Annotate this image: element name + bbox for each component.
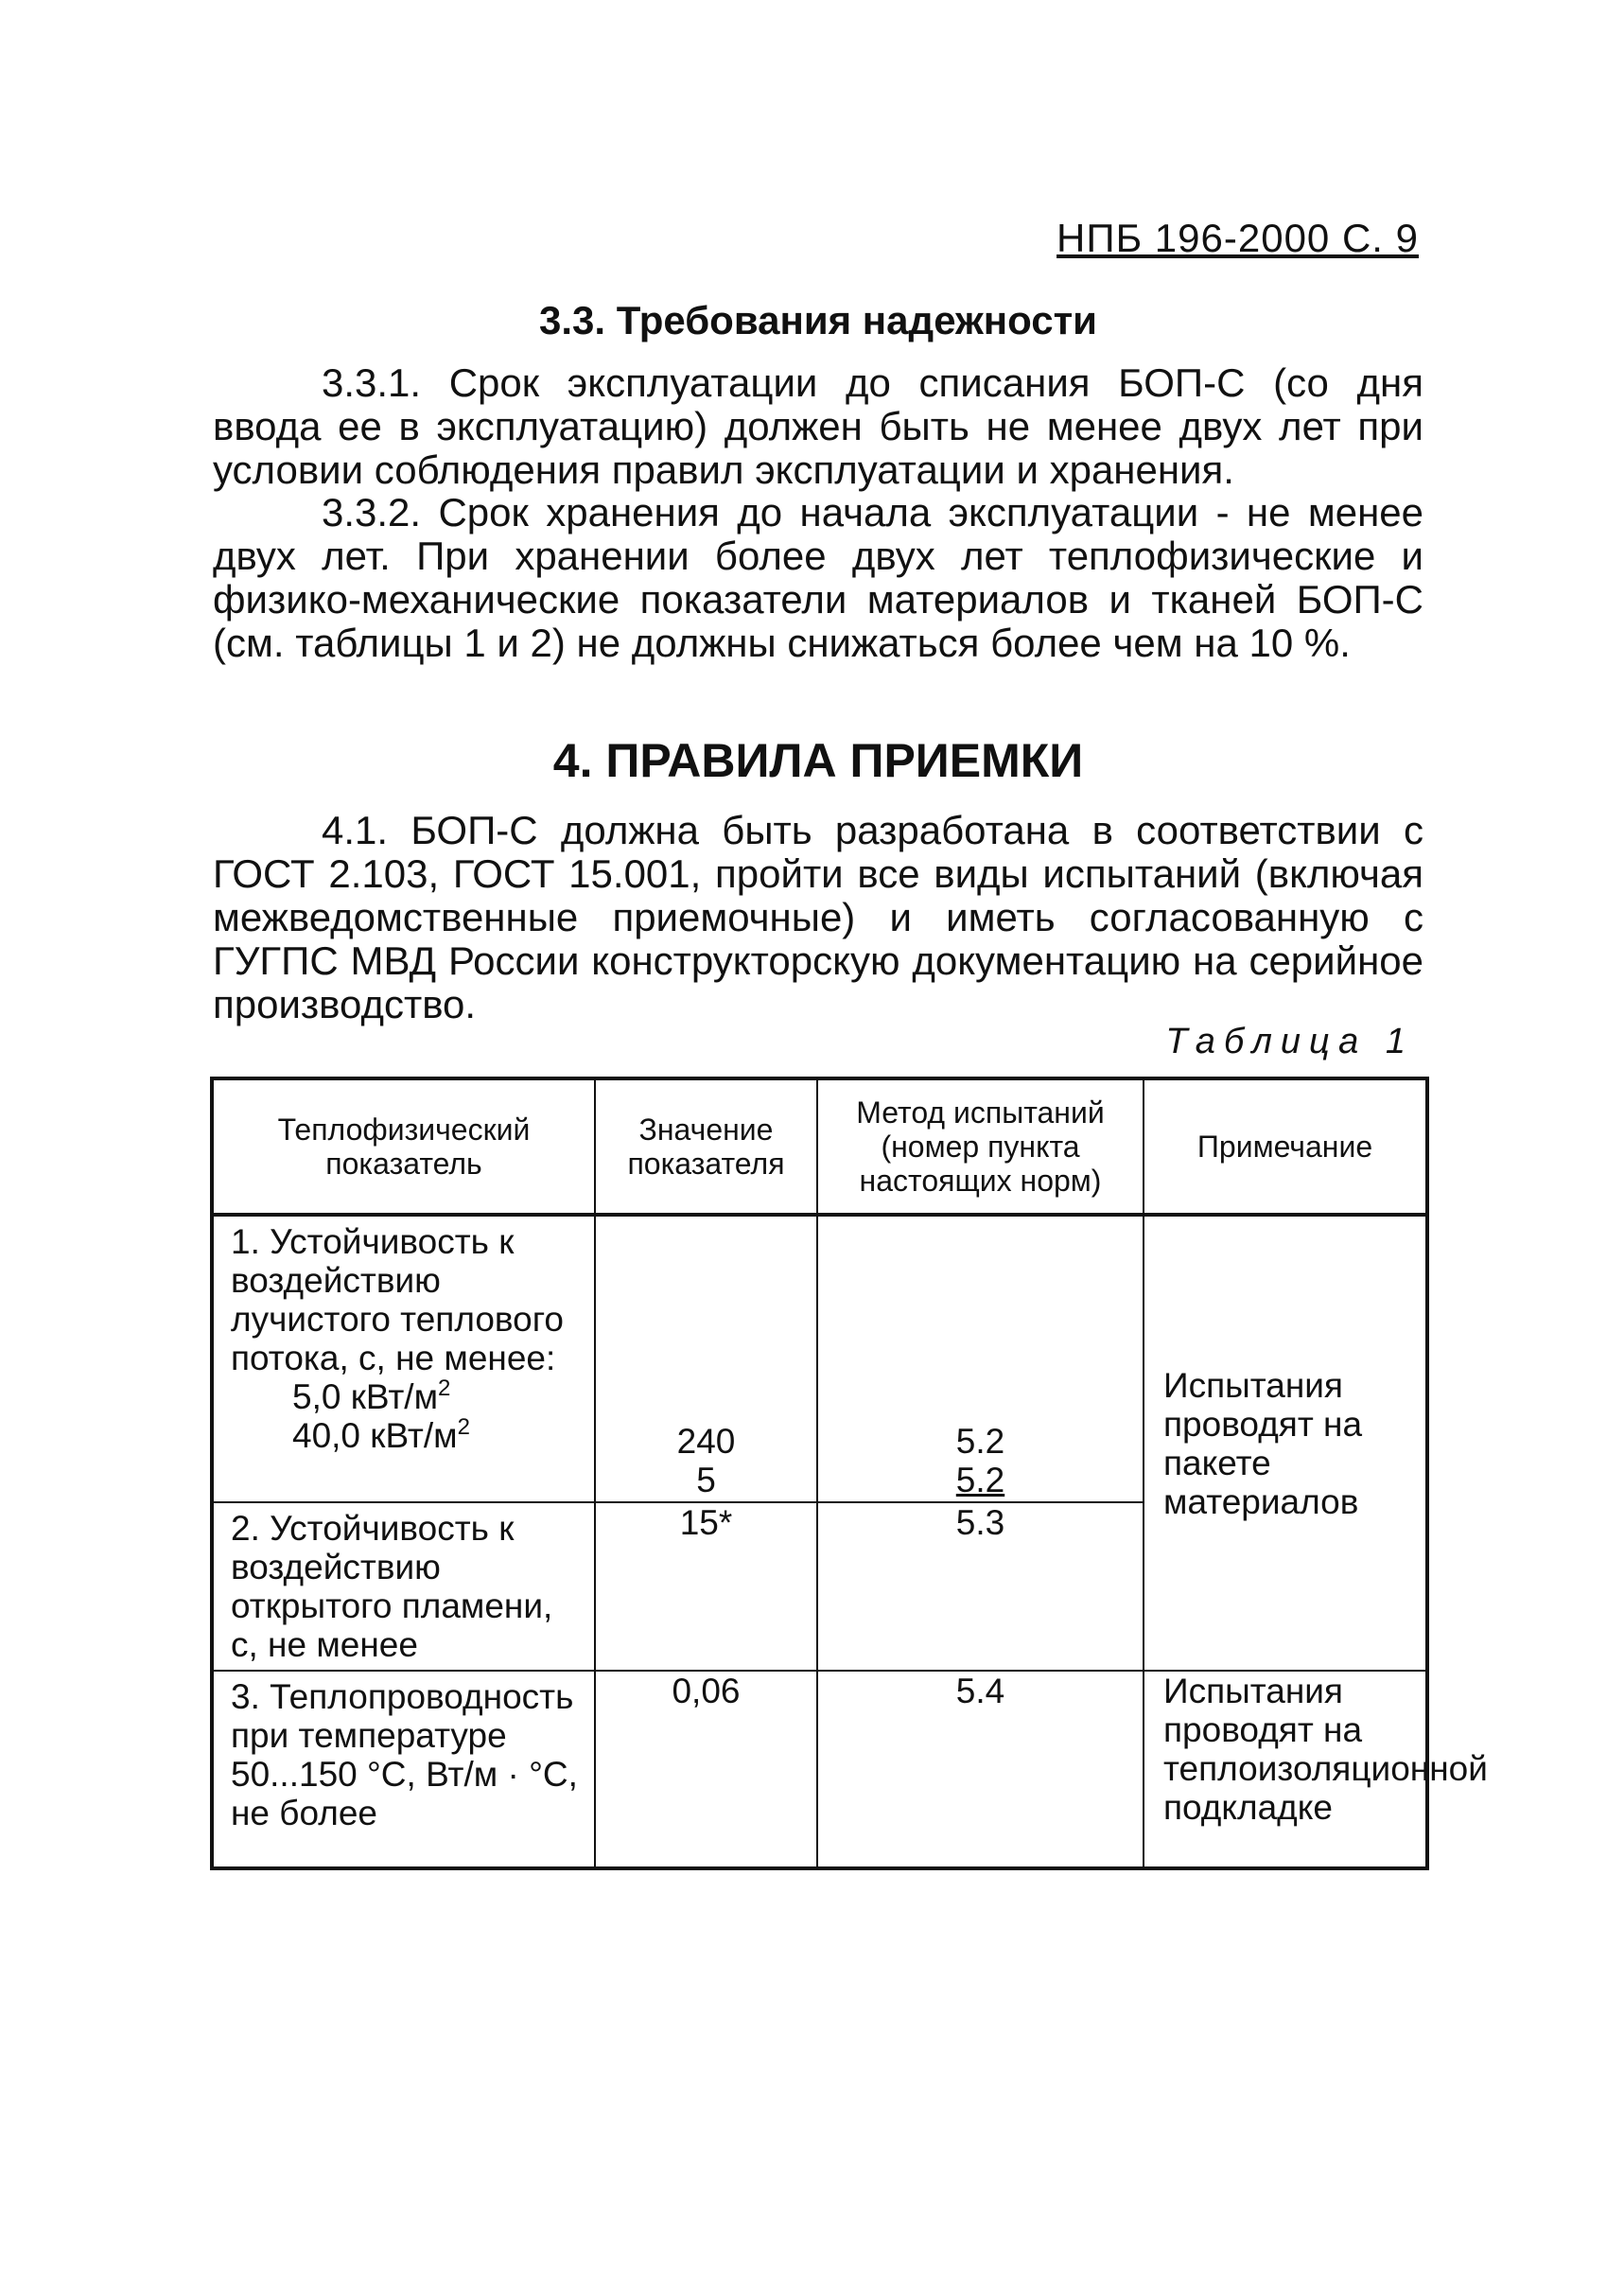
cell-method: [817, 1215, 1144, 1502]
section-4-title: 4. ПРАВИЛА ПРИЕМКИ: [552, 734, 1084, 787]
value: 0,06: [672, 1672, 741, 1710]
cell-indicator: [212, 1502, 595, 1671]
indicator-text: 1. Устойчивость к воздействию лучистого теплового потока, с, не менее:: [231, 1222, 564, 1377]
sub-2-text: 40,0 кВт/м: [292, 1416, 458, 1455]
header-note: Примечание: [1144, 1078, 1427, 1215]
cell-note: [1144, 1671, 1488, 1868]
cell-method: [817, 1502, 1144, 1671]
section-3-3-title: 3.3. Требования надежности: [538, 298, 1097, 342]
header-indicator: Теплофизический показатель: [212, 1078, 595, 1215]
page-header: НПБ 196-2000 С. 9: [1056, 216, 1419, 260]
indicator-text: 2. Устойчивость к воздействию открытого пламени, с, не менее: [231, 1509, 553, 1664]
thermal-indicators-table: [210, 1077, 1488, 1870]
method-1: 5.2: [955, 1422, 1005, 1461]
method: 5.3: [955, 1503, 1005, 1542]
superscript: 2: [438, 1376, 451, 1401]
table-header-row: [212, 1078, 1427, 1215]
sub-1-text: 5,0 кВт/м: [292, 1377, 439, 1416]
paragraph-3-3-1: [213, 361, 1423, 492]
paragraph-3-3-2: [213, 491, 1423, 665]
table-row: [212, 1215, 1427, 1502]
cell-value: [595, 1215, 817, 1502]
header-method: Метод испытаний (номер пункта настоящих норм): [817, 1078, 1144, 1215]
cell-indicator: [212, 1215, 595, 1502]
cell-value: [595, 1502, 817, 1671]
cell-method: [817, 1671, 1144, 1868]
value-2: 5: [696, 1461, 716, 1499]
cell-indicator: [212, 1671, 595, 1868]
method-2: 5.2: [955, 1461, 1005, 1499]
table-caption: Таблица 1: [1165, 1022, 1414, 1061]
note-text: Испытания проводят на теплоизоляционной подкладке: [1163, 1672, 1488, 1827]
indicator-sub-1: [231, 1377, 586, 1416]
indicator-text: 3. Теплопроводность при температуре 50...150 °С, Вт/м · °С, не более: [231, 1677, 578, 1832]
value: 15*: [679, 1503, 733, 1542]
header-value: Значение показателя: [595, 1078, 817, 1215]
indicator-sub-2: [231, 1416, 586, 1455]
paragraph-4-1-text: 4.1. БОП-С должна быть разработана в соответствии с ГОСТ 2.103, ГОСТ 15.001, пройти все виды испытаний (включая межведомственные приемочные) и иметь согласованную с ГУГПС МВД России конструкторскую документацию на серийное производство.: [213, 808, 1423, 1026]
note-text: Испытания проводят на пакете материалов: [1163, 1365, 1363, 1521]
method: 5.4: [955, 1672, 1005, 1710]
paragraph-3-3-2-text: 3.3.2. Срок хранения до начала эксплуатации - не менее двух лет. При хранении более двух лет теплофизические и физико-механические показатели материалов и тканей БОП-С (см. таблицы 1 и 2) не должны снижаться более чем на 10 %.: [213, 490, 1423, 665]
table-row: [212, 1671, 1427, 1868]
superscript: 2: [457, 1414, 470, 1440]
value-1: 240: [676, 1422, 736, 1461]
cell-note-merged: [1144, 1215, 1427, 1671]
paragraph-3-3-1-text: 3.3.1. Срок эксплуатации до списания БОП-С (со дня ввода ее в эксплуатацию) должен быть не менее двух лет при условии соблюдения правил эксплуатации и хранения.: [213, 360, 1423, 492]
paragraph-4-1: [213, 809, 1423, 1026]
cell-value: [595, 1671, 817, 1868]
